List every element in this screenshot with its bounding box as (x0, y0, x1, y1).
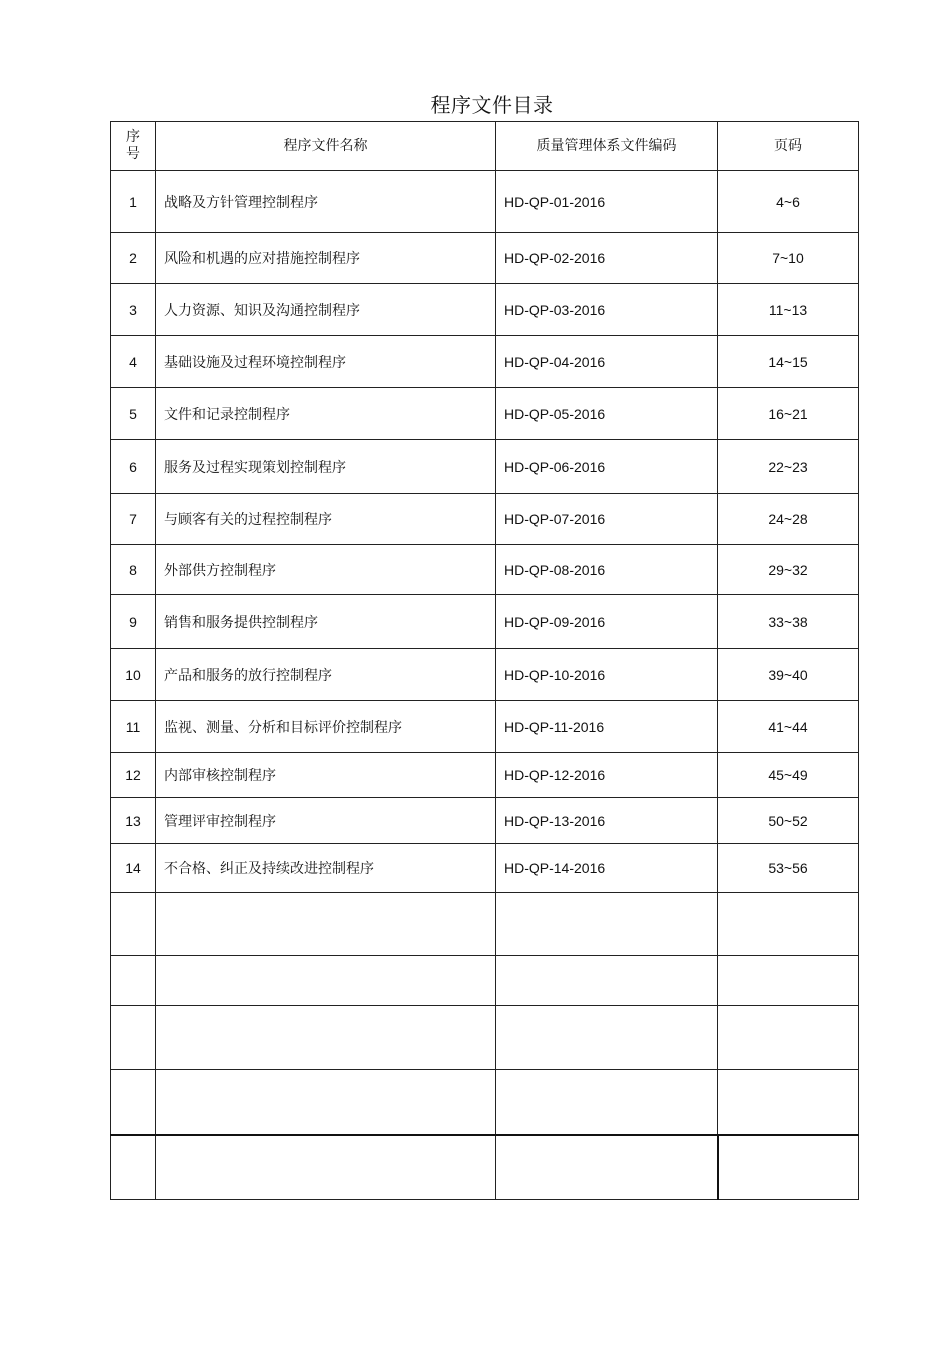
table-row (111, 701, 859, 753)
row-name: 不合格、纠正及持续改进控制程序 (156, 844, 496, 893)
row-no: 14 (111, 844, 156, 893)
empty-cell (718, 1135, 859, 1200)
row-page: 41~44 (718, 701, 859, 753)
row-code: HD-QP-12-2016 (496, 753, 718, 798)
row-no: 5 (111, 388, 156, 440)
row-code: HD-QP-09-2016 (496, 595, 718, 649)
table-row (111, 595, 859, 649)
row-code: HD-QP-06-2016 (496, 440, 718, 494)
empty-cell (496, 1135, 718, 1200)
row-no: 7 (111, 494, 156, 545)
empty-cell (496, 956, 718, 1006)
row-code: HD-QP-07-2016 (496, 494, 718, 545)
row-name: 战略及方针管理控制程序 (156, 171, 496, 233)
header-name: 程序文件名称 (156, 122, 496, 171)
table-row (111, 649, 859, 701)
row-name: 风险和机遇的应对措施控制程序 (156, 233, 496, 284)
row-name: 文件和记录控制程序 (156, 388, 496, 440)
row-no: 13 (111, 798, 156, 844)
row-page: 16~21 (718, 388, 859, 440)
row-no: 8 (111, 545, 156, 595)
page-title: 程序文件目录 (430, 93, 554, 117)
row-name: 外部供方控制程序 (156, 545, 496, 595)
table-row (111, 440, 859, 494)
empty-cell (111, 1070, 156, 1135)
empty-cell (111, 893, 156, 956)
table-row (111, 844, 859, 893)
row-name: 人力资源、知识及沟通控制程序 (156, 284, 496, 336)
table-row (111, 336, 859, 388)
row-page: 24~28 (718, 494, 859, 545)
table-row (111, 284, 859, 336)
row-code: HD-QP-10-2016 (496, 649, 718, 701)
row-no: 2 (111, 233, 156, 284)
table-row-empty (111, 1070, 859, 1135)
row-page: 4~6 (718, 171, 859, 233)
empty-cell (156, 1006, 496, 1070)
row-code: HD-QP-14-2016 (496, 844, 718, 893)
row-page: 39~40 (718, 649, 859, 701)
row-name: 与顾客有关的过程控制程序 (156, 494, 496, 545)
row-code: HD-QP-11-2016 (496, 701, 718, 753)
empty-cell (156, 1135, 496, 1200)
row-code: HD-QP-04-2016 (496, 336, 718, 388)
header-row (111, 122, 859, 171)
row-code: HD-QP-02-2016 (496, 233, 718, 284)
row-code: HD-QP-13-2016 (496, 798, 718, 844)
row-page: 45~49 (718, 753, 859, 798)
empty-cell (718, 1070, 859, 1135)
header-no: 序号 (111, 122, 156, 171)
row-code: HD-QP-01-2016 (496, 171, 718, 233)
row-no: 12 (111, 753, 156, 798)
row-page: 53~56 (718, 844, 859, 893)
empty-cell (496, 1070, 718, 1135)
row-page: 22~23 (718, 440, 859, 494)
empty-cell (496, 1006, 718, 1070)
row-code: HD-QP-03-2016 (496, 284, 718, 336)
row-no: 1 (111, 171, 156, 233)
header-page: 页码 (718, 122, 859, 171)
empty-cell (111, 1135, 156, 1200)
empty-cell (496, 893, 718, 956)
row-name: 服务及过程实现策划控制程序 (156, 440, 496, 494)
row-page: 29~32 (718, 545, 859, 595)
table-row-empty (111, 1006, 859, 1070)
row-no: 6 (111, 440, 156, 494)
toc-table (110, 121, 859, 1200)
empty-cell (156, 956, 496, 1006)
row-name: 监视、测量、分析和目标评价控制程序 (156, 701, 496, 753)
table-row (111, 494, 859, 545)
row-page: 33~38 (718, 595, 859, 649)
table-row (111, 233, 859, 284)
row-name: 产品和服务的放行控制程序 (156, 649, 496, 701)
empty-cell (156, 893, 496, 956)
table-row (111, 798, 859, 844)
table-row-empty (111, 1135, 859, 1200)
table-row (111, 171, 859, 233)
row-code: HD-QP-05-2016 (496, 388, 718, 440)
empty-cell (111, 1006, 156, 1070)
header-code: 质量管理体系文件编码 (496, 122, 718, 171)
empty-cell (718, 893, 859, 956)
row-name: 销售和服务提供控制程序 (156, 595, 496, 649)
row-name: 管理评审控制程序 (156, 798, 496, 844)
row-page: 50~52 (718, 798, 859, 844)
table-row (111, 753, 859, 798)
row-page: 14~15 (718, 336, 859, 388)
row-no: 4 (111, 336, 156, 388)
row-no: 10 (111, 649, 156, 701)
row-name: 基础设施及过程环境控制程序 (156, 336, 496, 388)
table-row-empty (111, 893, 859, 956)
row-no: 9 (111, 595, 156, 649)
empty-cell (111, 956, 156, 1006)
table-row (111, 388, 859, 440)
row-page: 11~13 (718, 284, 859, 336)
row-no: 3 (111, 284, 156, 336)
empty-cell (718, 956, 859, 1006)
table-row-empty (111, 956, 859, 1006)
row-page: 7~10 (718, 233, 859, 284)
table-row (111, 545, 859, 595)
row-no: 11 (111, 701, 156, 753)
empty-cell (156, 1070, 496, 1135)
row-name: 内部审核控制程序 (156, 753, 496, 798)
empty-cell (718, 1006, 859, 1070)
row-code: HD-QP-08-2016 (496, 545, 718, 595)
